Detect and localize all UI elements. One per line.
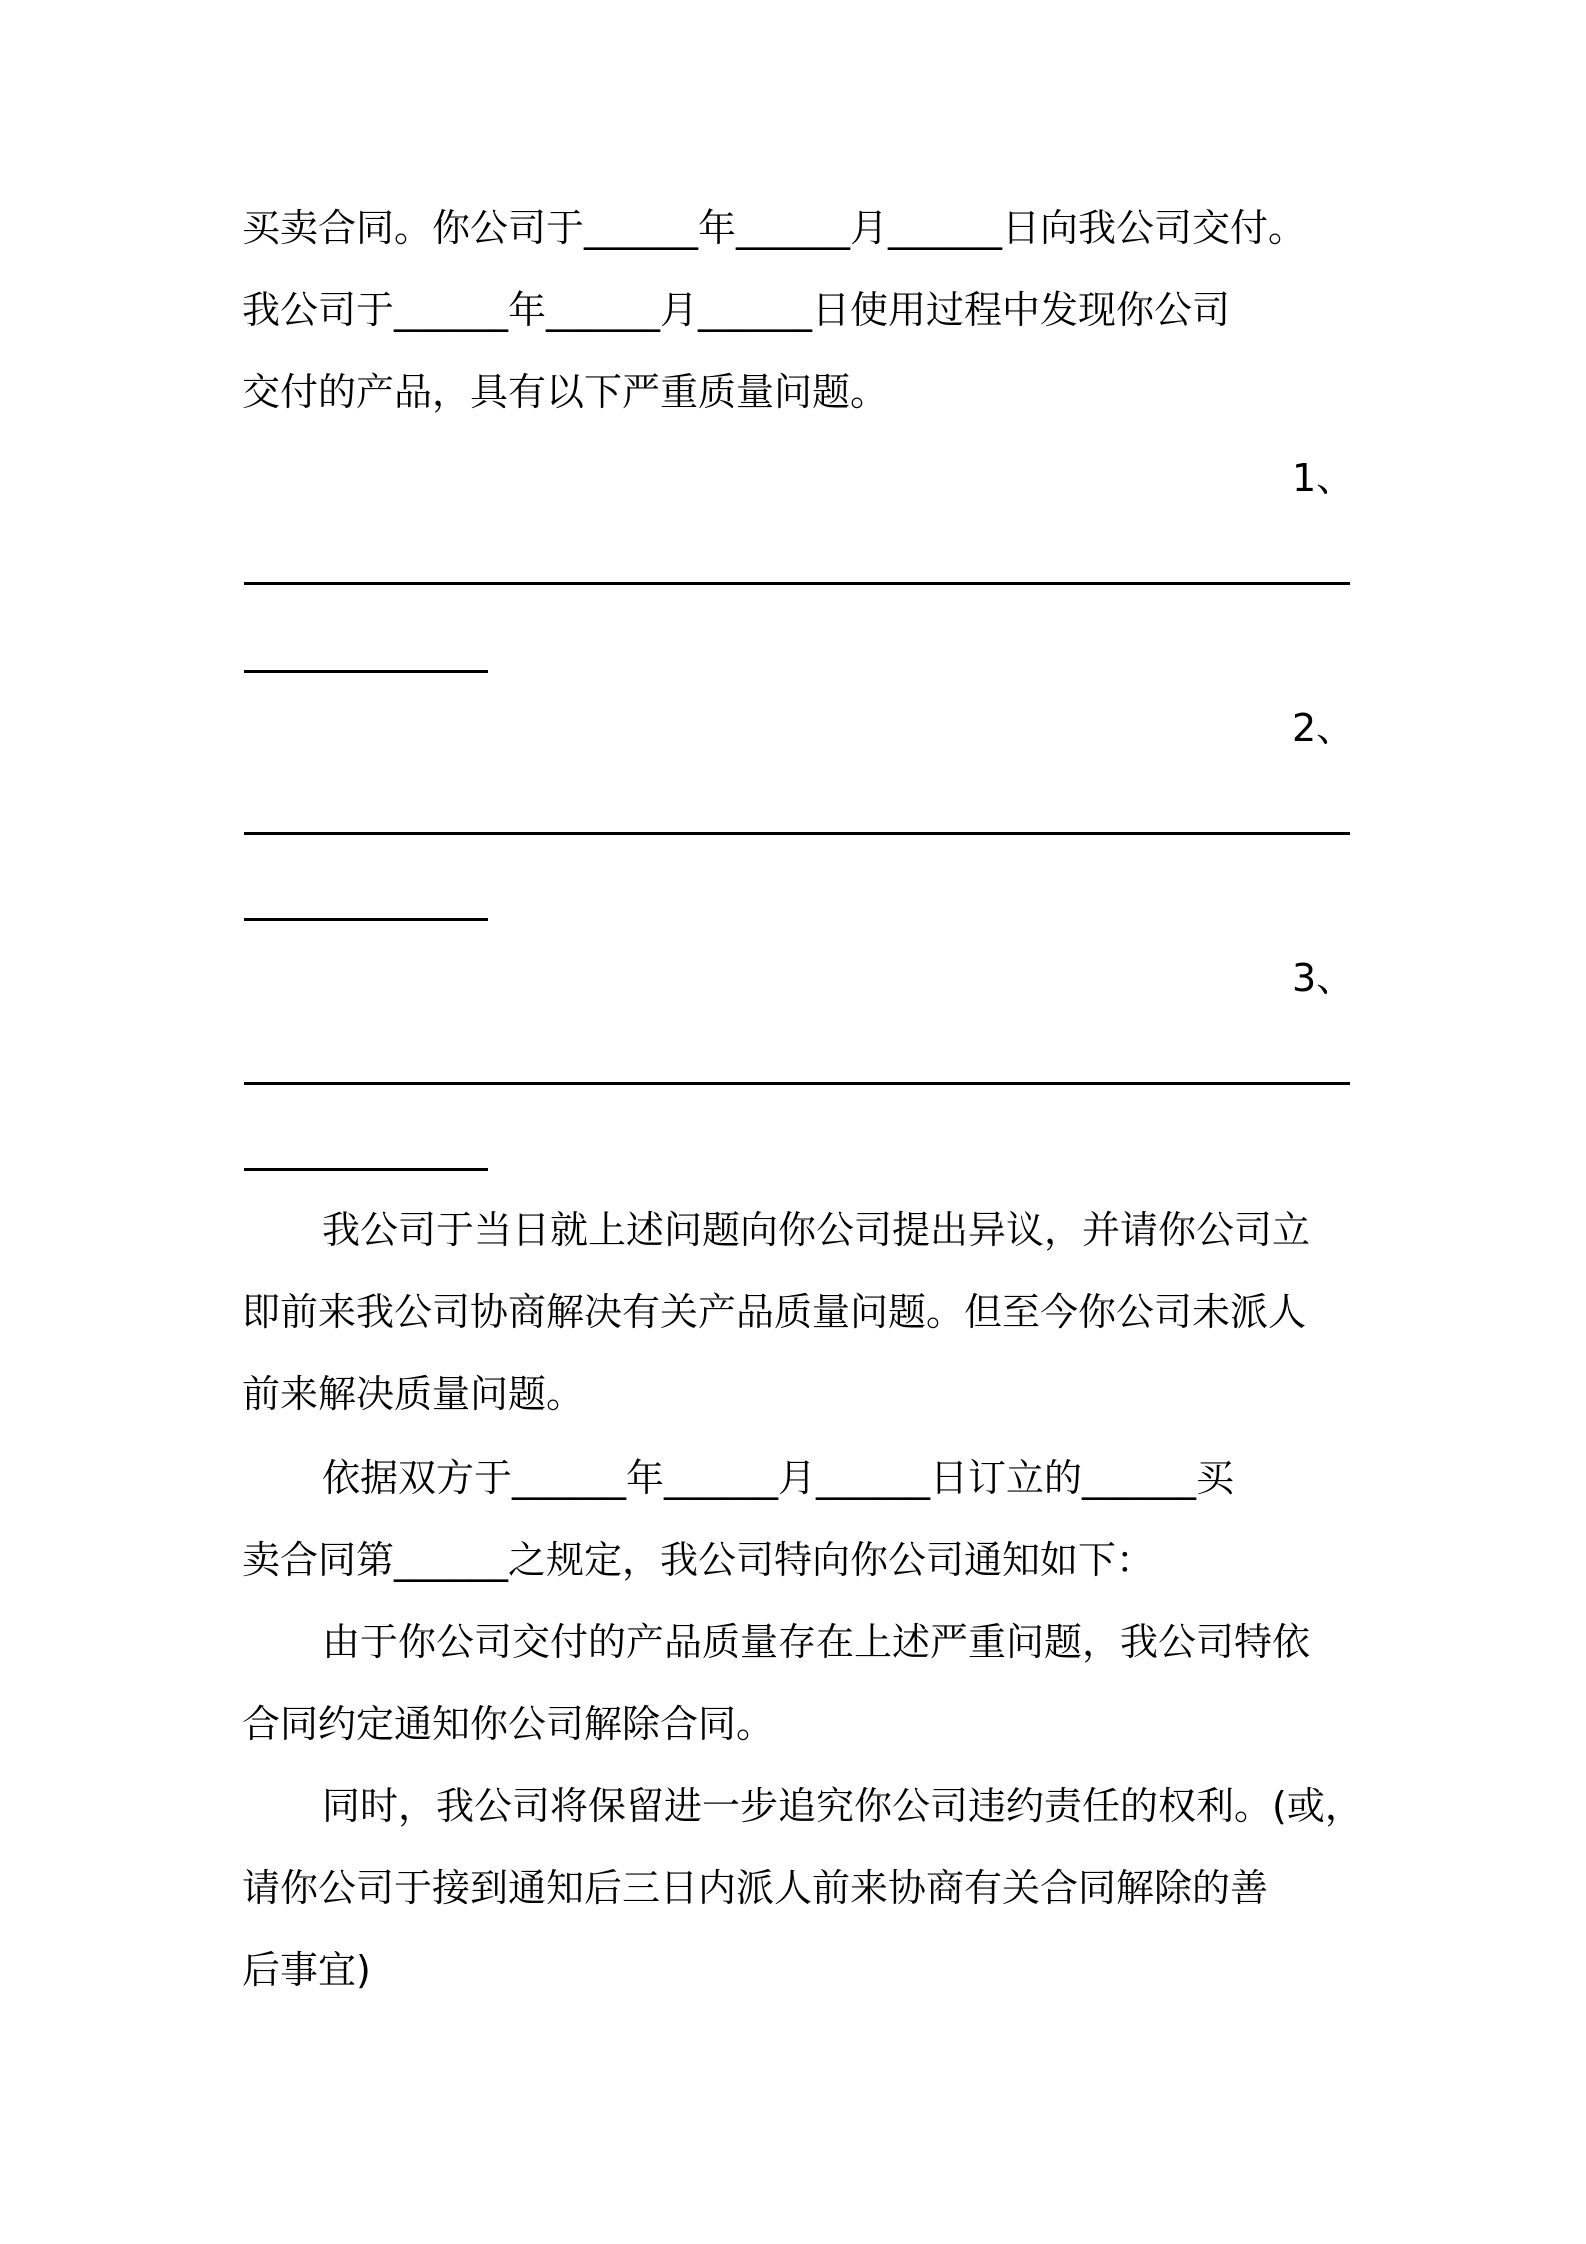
blank-line-1b	[244, 670, 488, 673]
problem-number-1: 1、	[1292, 456, 1355, 500]
para4-line-3: 后事宜)	[242, 1948, 371, 1992]
para2-line-1: 依据双方于______年______月______日订立的______买	[322, 1456, 1235, 1500]
para1-line-2: 即前来我公司协商解决有关产品质量问题。但至今你公司未派人	[242, 1290, 1307, 1334]
intro-line-2: 我公司于______年______月______日使用过程中发现你公司	[242, 288, 1231, 332]
blank-line-3a	[244, 1082, 1350, 1085]
problem-number-2: 2、	[1292, 706, 1355, 750]
blank-line-2a	[244, 832, 1350, 835]
para2-line-2: 卖合同第______之规定，我公司特向你公司通知如下：	[242, 1538, 1155, 1582]
para1-line-1: 我公司于当日就上述问题向你公司提出异议，并请你公司立	[322, 1208, 1311, 1252]
blank-line-2b	[244, 918, 488, 921]
para4-line-2: 请你公司于接到通知后三日内派人前来协商有关合同解除的善	[242, 1866, 1269, 1910]
blank-line-1a	[244, 582, 1350, 585]
blank-line-3b	[244, 1168, 488, 1171]
para3-line-1: 由于你公司交付的产品质量存在上述严重问题，我公司特依	[322, 1620, 1311, 1664]
problem-number-3: 3、	[1292, 956, 1355, 1000]
intro-line-1: 买卖合同。你公司于______年______月______日向我公司交付。	[242, 206, 1307, 250]
para4-line-1: 同时，我公司将保留进一步追究你公司违约责任的权利。(或，	[322, 1784, 1363, 1828]
para1-line-3: 前来解决质量问题。	[242, 1372, 585, 1416]
intro-line-3: 交付的产品，具有以下严重质量问题。	[242, 370, 889, 414]
para3-line-2: 合同约定通知你公司解除合同。	[242, 1702, 775, 1746]
